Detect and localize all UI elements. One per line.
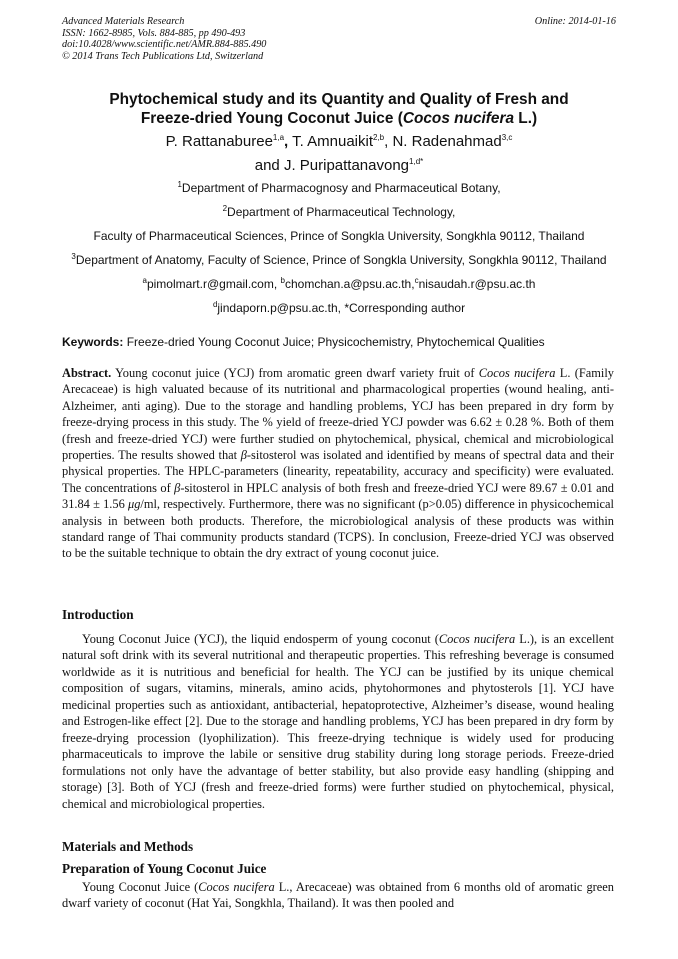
author-name: T. Amnuaikit: [292, 133, 373, 150]
affiliations: [62, 180, 616, 324]
author-name: J. Puripattanavong: [283, 157, 410, 174]
email-link[interactable]: nisaudah.r@psu.ac.th: [418, 277, 536, 291]
methods-subheading: Preparation of Young Coconut Juice: [62, 861, 267, 876]
introduction-paragraph: Young Coconut Juice (YCJ), the liquid endosperm of young coconut (Cocos nucifera L.), is an excellent natural soft drink with its several nutritional and therapeutic properties. This refreshing beverage is consumed worldwide as it is nutritious and beneficial for health. The YCJ can be justified by its unique chemical composition of sugars, vitamins, minerals, amino acids, phytohormones and phytosterols [1]. YCJ have medicinal properties such as antioxidant, antibacterial, hepatoprotective, Alzheimer’s disease, wound healing and Estrogen-like effect [2]. Due to the storage and handling problems, YCJ has been prepared in dry form by freeze-drying procession (lyophilization). This freeze-drying technique is widely used for producing pharmaceuticals to improve the labile or sensitive drug stability during long storage periods. Freeze-dried formulations not only have the advantage of better stability, but also provide easy handling (shipping and storage) [3]. Both of YCJ (fresh and freeze-dried forms) were further studied on phytochemical, physical, chemical and microbiological properties.: [62, 632, 614, 811]
author-and: and: [254, 157, 280, 174]
keywords-text: Freeze-dried Young Coconut Juice; Physicochemistry, Phytochemical Qualities: [123, 335, 545, 349]
affiliation-2: $^2$Department of Pharmaceutical Technology,: [222, 204, 456, 219]
email-link[interactable]: chomchan.a@psu.ac.th,: [284, 277, 415, 291]
author-list: P. Rattanaburee$^{1,a}$, T. Amnuaikit$^{2,b}$, N. Radenahmad$^{3,c}$ and J. Puripattanavong$^{1,d*}$: [165, 133, 513, 174]
author-sup: 1,a: [272, 133, 285, 142]
email-link[interactable]: pimolmart.r@gmail.com,: [146, 277, 281, 291]
email-line-2: $^d$jindaporn.p@psu.ac.th, *Corresponding author: [212, 300, 466, 315]
email-link[interactable]: jindaporn.p@psu.ac.th, *Corresponding author: [217, 301, 466, 315]
author-name: P. Rattanaburee: [165, 133, 273, 150]
title-text-end: L.): [514, 110, 538, 127]
affiliation-1: $^1$Department of Pharmacognosy and Pharmaceutical Botany,: [177, 180, 501, 195]
abstract: Abstract. Young coconut juice (YCJ) from aromatic green dwarf variety fruit of Cocos nucifera L. (Family Arecaceae) is high valuated because of its nutritional and pharmacological properties (wound healing, anti-Alzheimer, anti aging). Due to the storage and handling problems, YCJ has been prepared in dry form by freeze-drying process in this study. The % yield of freeze-dried YCJ powder was 6.62 ± 0.28 %. Both of them (fresh and freeze-dried YCJ) were further studied on phytochemical, physical, chemical and microbiological properties. The results showed that β-sitosterol was isolated and identified by means of spectral data and their physical properties. The HPLC-parameters (linearity, repeatability, accuracy and specificity) were evaluated. The concentrations of β-sitosterol in HPLC analysis of both fresh and freeze-dried YCJ were 89.67 ± 0.01 and 31.84 ± 1.56 μg/ml, respectively. Furthermore, there was no significant (p>0.05) difference in physicochemical analysis in between both products. Therefore, the microbiological analysis of these products was within standard range of Thai community products standard (TCPS). In conclusion, Freeze-dried YCJ was observed to be the suitable technique to obtain the dry extract of young coconut juice.: [62, 366, 615, 561]
affiliation-faculty: Faculty of Pharmaceutical Sciences, Prince of Songkla University, Songkhla 90112, Thailand: [93, 229, 585, 243]
methods-heading: Materials and Methods: [62, 839, 194, 854]
abstract-label: Abstract.: [62, 366, 112, 380]
affiliation-3: $^3$Department of Anatomy, Faculty of Science, Prince of Songkla University, Songkhla 90112, Thailand: [71, 252, 607, 267]
title-species: Cocos nucifera: [402, 110, 515, 127]
paper-title: [62, 90, 616, 128]
methods-paragraph: Young Coconut Juice (Cocos nucifera L., Arecaceae) was obtained from 6 months old of aromatic green dwarf variety of coconut (Hat Yai, Songkhla, Thailand). It was then pooled and: [62, 880, 614, 911]
journal-name: Advanced Materials Research: [62, 16, 185, 27]
copyright-line: © 2014 Trans Tech Publications Ltd, Switzerland: [62, 50, 264, 62]
author-sup: 3,c: [501, 133, 513, 142]
running-header: [62, 16, 616, 62]
author-sup: 2,b: [373, 133, 385, 142]
keywords: [62, 335, 616, 349]
issn-line: ISSN: 1662-8985, Vols. 884-885, pp 490-493: [62, 27, 246, 39]
introduction-heading: Introduction: [62, 607, 134, 622]
title-line-2: [62, 109, 616, 128]
title-line-1: Phytochemical study and its Quantity and Quality of Fresh and: [109, 91, 569, 108]
keywords-label: Keywords:: [62, 335, 124, 349]
email-line-1: $^a$pimolmart.r@gmail.com, $^b$chomchan.a@psu.ac.th,$^c$nisaudah.r@psu.ac.th: [142, 276, 536, 291]
author-sup: 1,d*: [409, 157, 424, 166]
doi-line: doi:10.4028/www.scientific.net/AMR.884-885.490: [62, 39, 267, 51]
author-name: N. Radenahmad: [392, 133, 502, 150]
title-text: Freeze-dried Young Coconut Juice (: [140, 110, 403, 127]
online-date: Online: 2014-01-16: [534, 16, 616, 27]
